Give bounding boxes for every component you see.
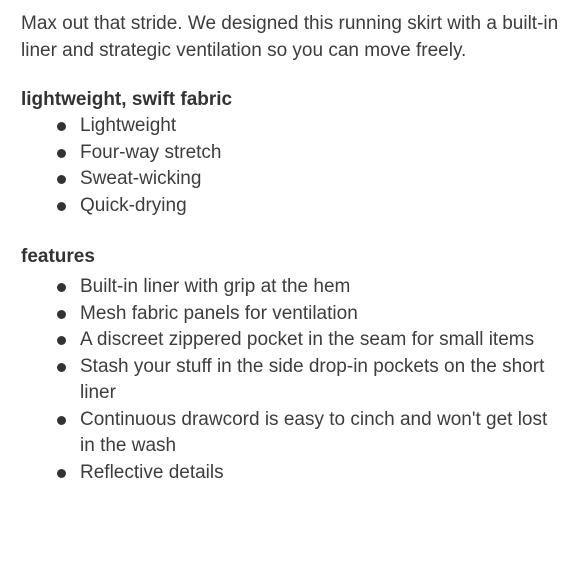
list-item bbox=[21, 140, 562, 167]
list-item-text: Mesh fabric panels for ventilation bbox=[80, 302, 358, 324]
list-item-text: Continuous drawcord is easy to cinch and won't get lost in the wash bbox=[80, 408, 548, 456]
list-item-text: Lightweight bbox=[80, 115, 177, 136]
features-heading: features bbox=[21, 246, 95, 267]
bullet-icon bbox=[57, 336, 66, 345]
list-item bbox=[21, 301, 562, 328]
bullet-icon bbox=[57, 469, 66, 478]
fabric-heading: lightweight, swift fabric bbox=[21, 89, 233, 110]
list-item bbox=[21, 166, 562, 193]
list-item bbox=[21, 327, 562, 354]
list-item bbox=[21, 193, 562, 220]
bullet-icon bbox=[57, 175, 66, 184]
fabric-list bbox=[21, 113, 562, 219]
features-list bbox=[21, 274, 562, 486]
bullet-icon bbox=[57, 363, 66, 372]
bullet-icon bbox=[57, 122, 66, 131]
list-item bbox=[21, 407, 562, 460]
bullet-icon bbox=[57, 283, 66, 292]
list-item-text: Built-in liner with grip at the hem bbox=[80, 276, 351, 297]
list-item bbox=[21, 460, 562, 487]
list-item-text: Quick-drying bbox=[80, 194, 187, 216]
bullet-icon bbox=[57, 310, 66, 319]
list-item bbox=[21, 354, 562, 407]
bullet-icon bbox=[57, 202, 66, 211]
list-item bbox=[21, 113, 562, 140]
list-item-text: Stash your stuff in the side drop-in pockets on the short liner bbox=[80, 355, 545, 403]
list-item-text: A discreet zippered pocket in the seam for small items bbox=[80, 329, 535, 350]
intro-paragraph: Max out that stride. We designed this running skirt with a built-in liner and strategic ventilation so you can move freely. bbox=[21, 13, 559, 61]
list-item-text: Sweat-wicking bbox=[80, 168, 202, 189]
bullet-icon bbox=[57, 149, 66, 158]
list-item bbox=[21, 274, 562, 301]
list-item-text: Four-way stretch bbox=[80, 141, 222, 163]
bullet-icon bbox=[57, 416, 66, 425]
list-item-text: Reflective details bbox=[80, 461, 224, 483]
